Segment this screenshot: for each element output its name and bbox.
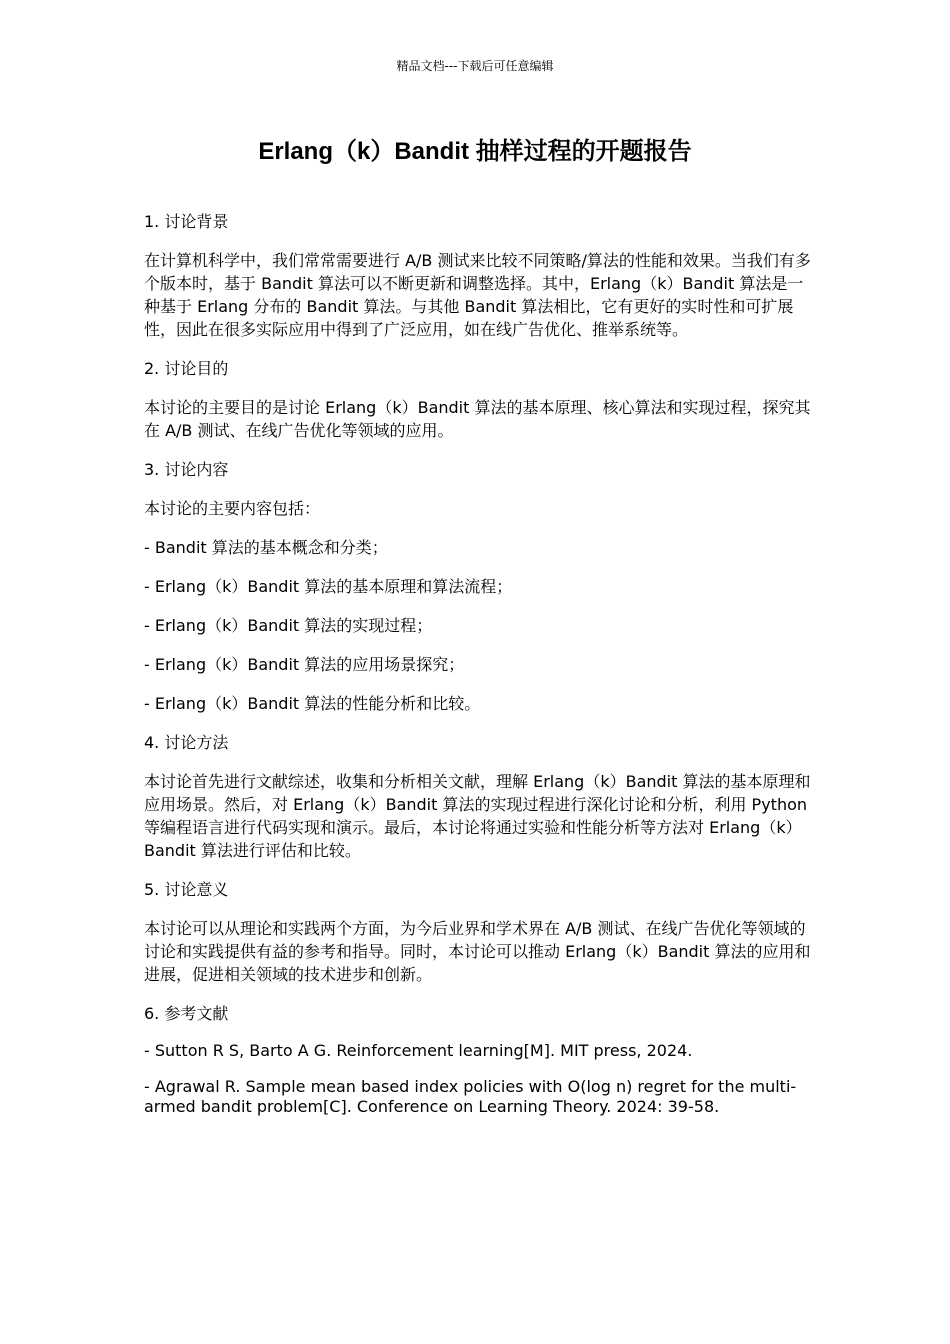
section-heading-method: 4. 讨论方法 <box>144 733 229 752</box>
section-heading-references: 6. 参考文献 <box>144 1004 229 1023</box>
section-intro-content: 本讨论的主要内容包括： <box>144 499 321 518</box>
reference-item: - Agrawal R. Sample mean based index policies with O(log n) regret for the multi-armed bandit problem[C]. Conference on Learning Theory. 2024: 39-58. <box>144 1077 797 1116</box>
list-item: - Erlang（k）Bandit 算法的基本原理和算法流程； <box>144 577 513 596</box>
page-header: 精品文档---下载后可任意编辑 <box>396 59 554 73</box>
section-heading-purpose: 2. 讨论目的 <box>144 359 229 378</box>
section-paragraph-significance: 本讨论可以从理论和实践两个方面，为今后业界和学术界在 A/B 测试、在线广告优化等领域的讨论和实践提供有益的参考和指导。同时，本讨论可以推动 Erlang（k）Bandit 算法的应用和进展，促进相关领域的技术进步和创新。 <box>144 919 811 984</box>
section-heading-significance: 5. 讨论意义 <box>144 880 229 899</box>
document-title: Erlang（k）Bandit 抽样过程的开题报告 <box>258 138 692 165</box>
section-paragraph-method: 本讨论首先进行文献综述，收集和分析相关文献，理解 Erlang（k）Bandit 算法的基本原理和应用场景。然后，对 Erlang（k）Bandit 算法的实现过程进行深化讨论和分析，利用 Python 等编程语言进行代码实现和演示。最后，本讨论将通过实验和性能分析等方法对 Erlang（k）Bandit 算法进行评估和比较。 <box>144 772 811 860</box>
list-item: - Bandit 算法的基本概念和分类； <box>144 538 388 557</box>
section-heading-content: 3. 讨论内容 <box>144 460 229 479</box>
list-item: - Erlang（k）Bandit 算法的实现过程； <box>144 616 433 635</box>
list-item: - Erlang（k）Bandit 算法的应用场景探究； <box>144 655 465 674</box>
document-body <box>144 210 812 1133</box>
section-paragraph-background: 在计算机科学中，我们常常需要进行 A/B 测试来比较不同策略/算法的性能和效果。当我们有多个版本时，基于 Bandit 算法可以不断更新和调整选择。其中，Erlang（k）Bandit 算法是一种基于 Erlang 分布的 Bandit 算法。与其他 Bandit 算法相比，它有更好的实时性和可扩展性，因此在很多实际应用中得到了广泛应用，如在线广告优化、推举系统等。 <box>144 251 811 339</box>
section-heading-background: 1. 讨论背景 <box>144 212 229 231</box>
list-item: - Erlang（k）Bandit 算法的性能分析和比较。 <box>144 694 481 713</box>
reference-item: - Sutton R S, Barto A G. Reinforcement learning[M]. MIT press, 2024. <box>144 1041 693 1060</box>
section-paragraph-purpose: 本讨论的主要目的是讨论 Erlang（k）Bandit 算法的基本原理、核心算法和实现过程，探究其在 A/B 测试、在线广告优化等领域的应用。 <box>144 398 811 440</box>
